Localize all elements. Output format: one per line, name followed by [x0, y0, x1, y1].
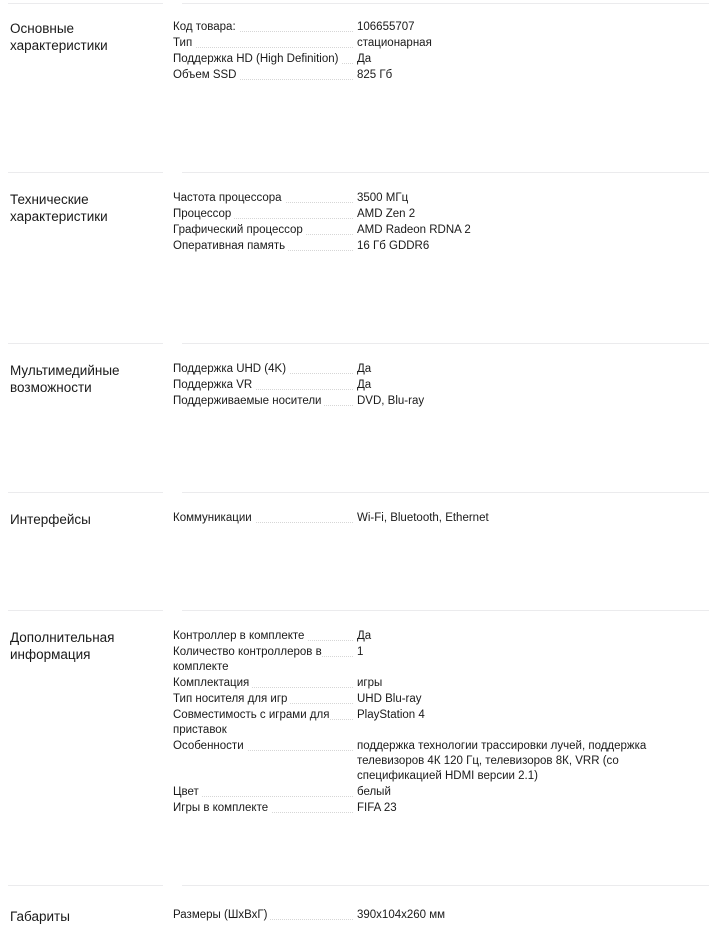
- spec-value: 1: [353, 645, 697, 660]
- spec-label: Особенности: [173, 740, 247, 752]
- spec-label-cell: [173, 223, 353, 238]
- spec-value: Да: [353, 629, 697, 644]
- section-title: Дополнительная информация: [10, 630, 115, 662]
- section-rows: [173, 629, 709, 817]
- product-specifications-sheet: [0, 3, 709, 925]
- spec-label-cell: [173, 20, 353, 35]
- spec-label-cell: [173, 68, 353, 83]
- spec-label: Процессор: [173, 208, 234, 220]
- spec-value: UHD Blu-ray: [353, 692, 697, 707]
- spec-label-cell: [173, 801, 353, 816]
- spec-value: стационарная: [353, 36, 697, 51]
- spec-label-cell: [173, 676, 353, 691]
- spec-label-cell: [173, 52, 353, 67]
- spec-label: Коммуникации: [173, 512, 255, 524]
- spec-label: Поддерживаемые носители: [173, 395, 324, 407]
- section-title: Технические характеристики: [10, 192, 108, 224]
- spec-row: [173, 52, 697, 67]
- spec-row: [173, 394, 697, 409]
- spec-section: [0, 173, 709, 255]
- spec-label-cell: [173, 708, 353, 738]
- spec-value: AMD Zen 2: [353, 207, 697, 222]
- spec-row: [173, 739, 697, 784]
- spec-row: [173, 629, 697, 644]
- spec-label-cell: [173, 785, 353, 800]
- spec-row: [173, 36, 697, 51]
- spec-label: Игры в комплекте: [173, 802, 271, 814]
- spec-label: Размеры (ШхВхГ): [173, 909, 270, 921]
- spec-label: Совместимость с играми для приставок: [173, 709, 330, 736]
- spec-row: [173, 20, 697, 35]
- spec-label: Поддержка VR: [173, 379, 255, 391]
- spec-label: Код товара:: [173, 21, 239, 33]
- spec-row: [173, 239, 697, 254]
- spec-row: [173, 511, 697, 526]
- spec-label-cell: [173, 239, 353, 254]
- section-title: Мультимедийные возможности: [10, 363, 120, 395]
- section-rows: [173, 191, 709, 255]
- section-rows: [173, 20, 709, 84]
- spec-label-cell: [173, 739, 353, 754]
- spec-section: [0, 344, 709, 410]
- spec-row: [173, 801, 697, 816]
- spec-label-cell: [173, 191, 353, 206]
- section-title: Основные характеристики: [10, 21, 108, 53]
- spec-label-cell: [173, 908, 353, 923]
- spec-label: Оперативная память: [173, 240, 288, 252]
- spec-value: PlayStation 4: [353, 708, 697, 723]
- spec-value: Да: [353, 52, 697, 67]
- section-rows: [173, 362, 709, 410]
- spec-row: [173, 645, 697, 675]
- spec-label: Объем SSD: [173, 69, 239, 81]
- spec-label-cell: [173, 511, 353, 526]
- spec-value: 106655707: [353, 20, 697, 35]
- spec-label-cell: [173, 629, 353, 644]
- spec-label: Комплектация: [173, 677, 252, 689]
- spec-label: Поддержка HD (High Definition): [173, 53, 341, 65]
- spec-label-cell: [173, 207, 353, 222]
- spec-value: 16 Гб GDDR6: [353, 239, 697, 254]
- spec-value: игры: [353, 676, 697, 691]
- spec-row: [173, 676, 697, 691]
- spec-value: FIFA 23: [353, 801, 697, 816]
- spec-row: [173, 68, 697, 83]
- spec-label-cell: [173, 378, 353, 393]
- spec-label-cell: [173, 362, 353, 377]
- spec-label: Графический процессор: [173, 224, 306, 236]
- spec-section: [0, 4, 709, 84]
- section-title: Габариты: [10, 909, 70, 924]
- spec-label-cell: [173, 36, 353, 51]
- spec-value: 3500 МГц: [353, 191, 697, 206]
- spec-value: Да: [353, 362, 697, 377]
- spec-row: [173, 378, 697, 393]
- spec-value: AMD Radeon RDNA 2: [353, 223, 697, 238]
- spec-section: [0, 611, 709, 817]
- spec-label: Количество контроллеров в комплекте: [173, 646, 322, 673]
- spec-label: Частота процессора: [173, 192, 285, 204]
- spec-value: белый: [353, 785, 697, 800]
- spec-row: [173, 362, 697, 377]
- spec-label: Тип носителя для игр: [173, 693, 290, 705]
- spec-label: Цвет: [173, 786, 202, 798]
- spec-value: поддержка технологии трассировки лучей, поддержка телевизоров 4К 120 Гц, телевизоров 8К, VRR (со спецификацией HDMI версии 2.1): [353, 739, 697, 784]
- spec-value: 825 Гб: [353, 68, 697, 83]
- spec-value: Да: [353, 378, 697, 393]
- spec-row: [173, 708, 697, 738]
- spec-row: [173, 785, 697, 800]
- spec-section: [0, 886, 709, 925]
- spec-label-cell: [173, 394, 353, 409]
- section-rows: [173, 908, 709, 924]
- spec-value: 390x104x260 мм: [353, 908, 697, 923]
- spec-label: Поддержка UHD (4K): [173, 363, 289, 375]
- spec-row: [173, 908, 697, 923]
- spec-row: [173, 223, 697, 238]
- spec-row: [173, 207, 697, 222]
- spec-value: DVD, Blu-ray: [353, 394, 697, 409]
- section-rows: [173, 511, 709, 527]
- spec-value: Wi-Fi, Bluetooth, Ethernet: [353, 511, 697, 526]
- spec-section: [0, 493, 709, 528]
- spec-label: Контроллер в комплекте: [173, 630, 307, 642]
- spec-label-cell: [173, 645, 353, 675]
- spec-label: Тип: [173, 37, 195, 49]
- section-title: Интерфейсы: [10, 512, 91, 527]
- spec-row: [173, 191, 697, 206]
